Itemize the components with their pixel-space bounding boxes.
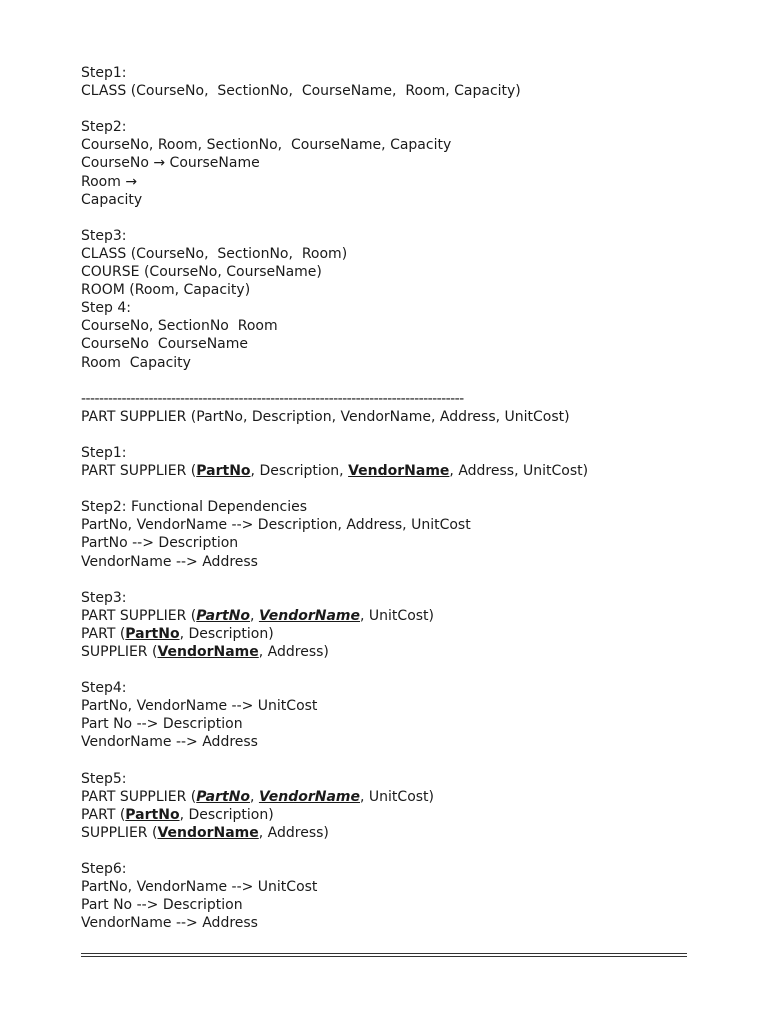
supplier-relation xyxy=(81,824,701,842)
part-relation xyxy=(81,625,701,643)
relation-suffix: , UnitCost) xyxy=(360,788,435,805)
blank-line xyxy=(81,426,701,444)
dependency-line: CourseNo, SectionNo Room xyxy=(81,318,278,335)
dependency-line: Capacity xyxy=(81,191,143,208)
foreign-key-partno: PartNo xyxy=(196,788,251,805)
foreign-key-vendorname: VendorName xyxy=(258,788,361,805)
step4-heading: Step 4: xyxy=(81,300,131,317)
primary-key-partno: PartNo xyxy=(125,806,180,823)
double-rule-top xyxy=(81,953,687,954)
relation-suffix: , Description) xyxy=(179,625,274,642)
dependency-line: PartNo, VendorName --> UnitCost xyxy=(81,698,318,715)
blank-line xyxy=(81,842,701,860)
primary-key-vendorname: VendorName xyxy=(348,463,450,480)
primary-key-partno: PartNo xyxy=(125,625,180,642)
relation-prefix: PART ( xyxy=(81,806,126,823)
dependency-line: Part No --> Description xyxy=(81,716,243,733)
dependency-line: Room Capacity xyxy=(81,354,191,371)
dependency-line: VendorName --> Address xyxy=(81,915,258,932)
primary-key-partno: PartNo xyxy=(196,463,251,480)
step5-heading: Step5: xyxy=(81,770,127,787)
relation-suffix: , UnitCost) xyxy=(360,607,435,624)
relation-prefix: PART ( xyxy=(81,625,126,642)
class-relation: CLASS (CourseNo, SectionNo, CourseName, Room, Capacity) xyxy=(81,83,521,100)
part-supplier-relation xyxy=(81,788,701,806)
attribute-list: CourseNo, Room, SectionNo, CourseName, Capacity xyxy=(81,137,452,154)
part-relation xyxy=(81,806,701,824)
relation-suffix: , Description) xyxy=(179,806,274,823)
step6-heading: Step6: xyxy=(81,861,127,878)
dependency-line: Room → xyxy=(81,173,138,190)
part-supplier-relation xyxy=(81,607,701,625)
relation-prefix: PART SUPPLIER ( xyxy=(81,463,197,480)
relation-line: COURSE (CourseNo, CourseName) xyxy=(81,264,322,281)
relation-prefix: PART SUPPLIER ( xyxy=(81,607,197,624)
relation-prefix: PART SUPPLIER ( xyxy=(81,788,197,805)
foreign-key-vendorname: VendorName xyxy=(258,607,361,624)
step2-heading: Step2: Functional Dependencies xyxy=(81,499,308,516)
dependency-line: CourseNo CourseName xyxy=(81,336,248,353)
relation-line: CLASS (CourseNo, SectionNo, Room) xyxy=(81,245,348,262)
step1-heading: Step1: xyxy=(81,444,127,461)
blank-line xyxy=(81,480,701,498)
blank-line xyxy=(81,209,701,227)
relation-suffix: , Address, UnitCost) xyxy=(449,463,589,480)
blank-line xyxy=(81,752,701,770)
document-body xyxy=(81,64,701,933)
step1-heading: Step1: xyxy=(81,65,127,81)
relation-separator: , xyxy=(250,607,259,624)
dependency-line: CourseNo → CourseName xyxy=(81,155,260,172)
blank-line xyxy=(81,661,701,679)
step2-heading: Step2: xyxy=(81,119,127,136)
dependency-line: PartNo, VendorName --> UnitCost xyxy=(81,879,318,896)
double-rule-bottom xyxy=(81,956,687,957)
dependency-line: VendorName --> Address xyxy=(81,553,258,570)
supplier-relation xyxy=(81,643,701,661)
blank-line xyxy=(81,372,701,390)
relation-suffix: , Address) xyxy=(258,644,329,660)
relation-separator: , xyxy=(250,788,259,805)
primary-key-vendorname: VendorName xyxy=(157,644,259,660)
relation-prefix: SUPPLIER ( xyxy=(81,644,158,660)
part-supplier-relation xyxy=(81,462,701,480)
dependency-line: VendorName --> Address xyxy=(81,734,258,751)
step4-heading: Step4: xyxy=(81,680,127,697)
relation-suffix: , Address) xyxy=(258,824,329,841)
blank-line xyxy=(81,571,701,589)
dashed-separator: ------------------------------------------------------------------------------------- xyxy=(81,390,464,407)
dependency-line: PartNo --> Description xyxy=(81,535,239,552)
foreign-key-partno: PartNo xyxy=(196,607,251,624)
dependency-line: PartNo, VendorName --> Description, Address, UnitCost xyxy=(81,517,471,534)
relation-line: ROOM (Room, Capacity) xyxy=(81,282,251,299)
relation-middle: , Description, xyxy=(250,463,349,480)
relation-prefix: SUPPLIER ( xyxy=(81,824,158,841)
blank-line xyxy=(81,100,701,118)
part-supplier-title: PART SUPPLIER (PartNo, Description, VendorName, Address, UnitCost) xyxy=(81,408,570,425)
step3-heading: Step3: xyxy=(81,589,127,606)
dependency-line: Part No --> Description xyxy=(81,897,243,914)
step3-heading: Step3: xyxy=(81,227,127,244)
primary-key-vendorname: VendorName xyxy=(157,824,259,841)
